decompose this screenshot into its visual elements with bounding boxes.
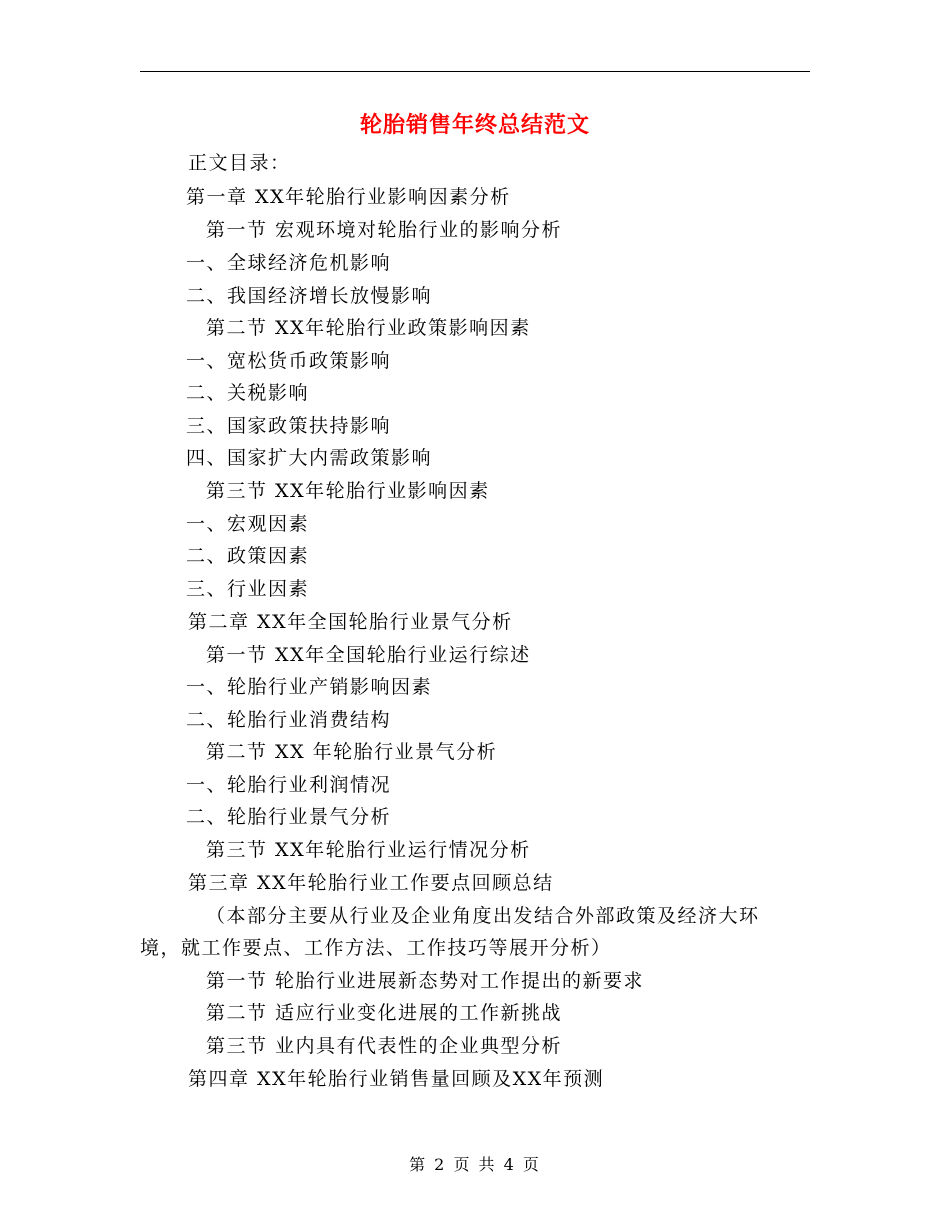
toc-item: 四、国家扩大内需政策影响 (186, 447, 433, 469)
toc-section: 第一节 宏观环境对轮胎行业的影响分析 (206, 219, 563, 241)
toc-item: 二、政策因素 (186, 545, 310, 567)
toc-item: 二、轮胎行业消费结构 (186, 709, 392, 731)
toc-item: 三、国家政策扶持影响 (186, 415, 392, 437)
toc-note-line: 境，就工作要点、工作方法、工作技巧等展开分析） (140, 937, 612, 959)
toc-item: 一、全球经济危机影响 (186, 252, 392, 274)
header-rule (140, 71, 810, 72)
toc-item: 一、宽松货币政策影响 (186, 350, 392, 372)
toc-item: 一、轮胎行业产销影响因素 (186, 676, 433, 698)
toc-item: 二、我国经济增长放慢影响 (186, 285, 433, 307)
toc-section: 第一节 XX年全国轮胎行业运行综述 (206, 644, 531, 666)
toc-chapter: 第一章 XX年轮胎行业影响因素分析 (186, 186, 511, 208)
toc-section: 第一节 轮胎行业进展新态势对工作提出的新要求 (206, 970, 645, 992)
toc-note-line: （本部分主要从行业及企业角度出发结合外部政策及经济大环 (206, 905, 760, 927)
page-footer: 第 2 页 共 4 页 (409, 1155, 541, 1174)
toc-section: 第三节 业内具有代表性的企业典型分析 (206, 1035, 563, 1057)
toc-section: 第二节 适应行业变化进展的工作新挑战 (206, 1002, 563, 1024)
toc-chapter: 第二章 XX年全国轮胎行业景气分析 (188, 611, 513, 633)
toc-item: 二、关税影响 (186, 382, 310, 404)
toc-chapter: 第三章 XX年轮胎行业工作要点回顾总结 (188, 872, 554, 894)
toc-chapter: 第四章 XX年轮胎行业销售量回顾及XX年预测 (188, 1068, 605, 1090)
toc-section: 第二节 XX年轮胎行业政策影响因素 (206, 317, 531, 339)
toc-item: 一、宏观因素 (186, 513, 310, 535)
document-title: 轮胎销售年终总结范文 (359, 112, 590, 138)
toc-section: 第三节 XX年轮胎行业运行情况分析 (206, 839, 531, 861)
toc-heading: 正文目录： (188, 152, 291, 174)
toc-item: 二、轮胎行业景气分析 (186, 806, 392, 828)
toc-section: 第二节 XX 年轮胎行业景气分析 (206, 741, 498, 763)
toc-item: 一、轮胎行业利润情况 (186, 774, 392, 796)
toc-section: 第三节 XX年轮胎行业影响因素 (206, 480, 490, 502)
toc-item: 三、行业因素 (186, 578, 310, 600)
